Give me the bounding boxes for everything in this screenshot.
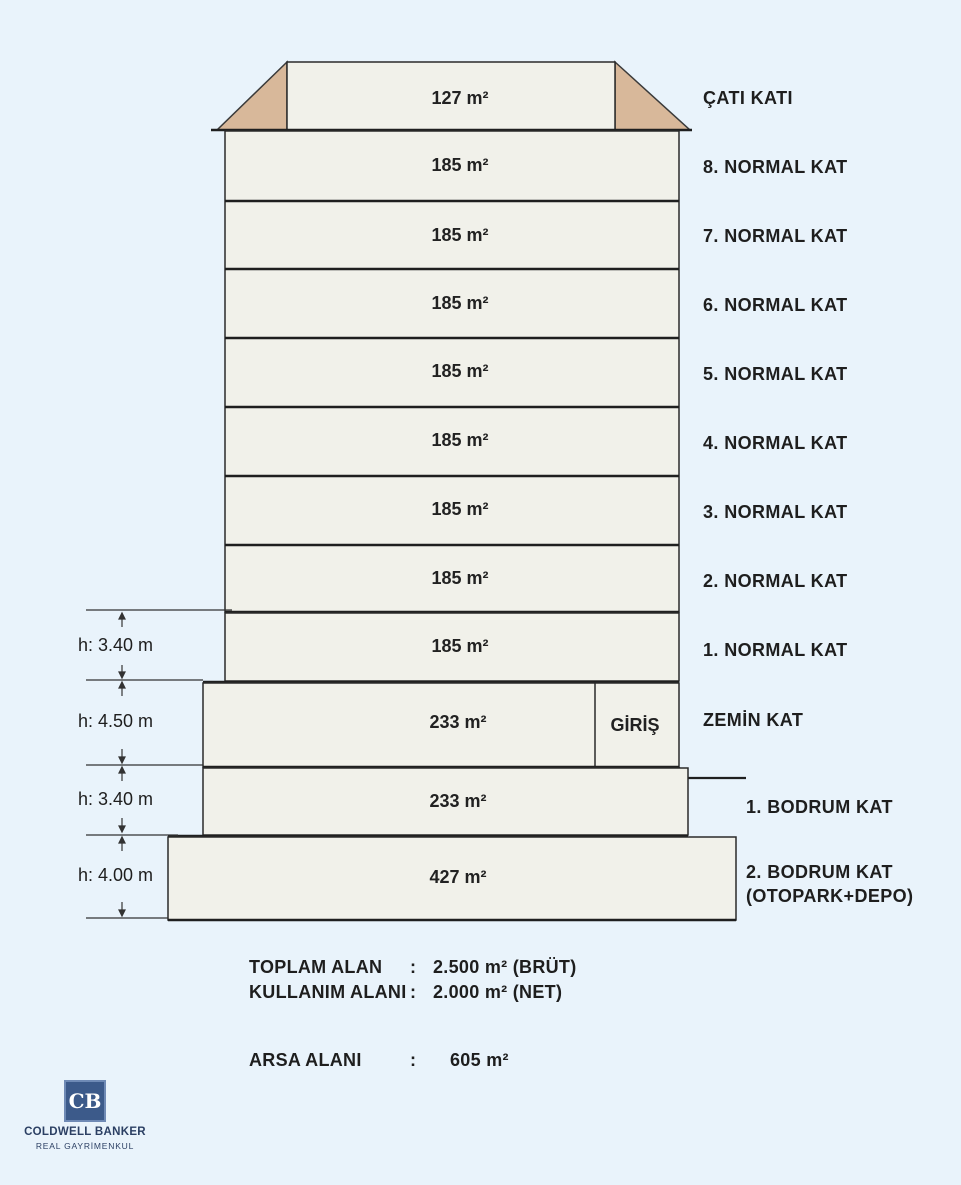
floor-area-normal-3: 185 m² (431, 498, 489, 519)
summary-land-value: 605 m² (450, 1050, 509, 1070)
floor-area-ground: 233 m² (429, 711, 487, 732)
basement-2-floor (168, 837, 913, 920)
floor-label-normal-8: 8. NORMAL KAT (703, 156, 848, 177)
floor-area-normal-8: 185 m² (431, 154, 489, 175)
floor-label-basement-1: 1. BODRUM KAT (746, 796, 893, 817)
entrance-label: GİRİŞ (610, 714, 660, 735)
height-label-ground: h: 4.50 m (78, 710, 154, 731)
floor-label-ground: ZEMİN KAT (703, 709, 804, 730)
summary-usage-value: 2.000 m² (NET) (433, 982, 563, 1002)
height-label-basement-2: h: 4.00 m (78, 864, 154, 885)
floor-label-normal-1: 1. NORMAL KAT (703, 639, 848, 660)
floor-area-basement-1: 233 m² (429, 790, 487, 811)
floor-area-normal-7: 185 m² (431, 224, 489, 245)
ground-step-line (679, 767, 746, 778)
summary-land-sep: : (410, 1050, 417, 1070)
roof-slope-left (217, 62, 287, 130)
floor-label-normal-7: 7. NORMAL KAT (703, 225, 848, 246)
brand-name: COLDWELL BANKER (24, 1126, 146, 1138)
normal-floors (203, 131, 848, 682)
summary-total-value: 2.500 m² (BRÜT) (433, 957, 577, 977)
height-label-normal-1: h: 3.40 m (78, 634, 154, 655)
floor-label-normal-4: 4. NORMAL KAT (703, 432, 848, 453)
brand-monogram: CB (68, 1089, 102, 1113)
floor-area-normal-1: 185 m² (431, 635, 489, 656)
floor-label-normal-3: 3. NORMAL KAT (703, 501, 848, 522)
summary-total-sep: : (410, 957, 417, 977)
floor-label-normal-2: 2. NORMAL KAT (703, 570, 848, 591)
floor-area-normal-6: 185 m² (431, 292, 489, 313)
floor-label-normal-6: 6. NORMAL KAT (703, 294, 848, 315)
basement-1-floor (168, 768, 893, 836)
brand-subtitle: REAL GAYRİMENKUL (35, 1141, 135, 1151)
floor-label-basement-2-sub: (OTOPARK+DEPO) (746, 885, 914, 906)
brand-monogram-icon (64, 1080, 106, 1122)
roof-floor (211, 62, 793, 130)
floor-area-roof: 127 m² (431, 87, 489, 108)
floor-area-basement-2: 427 m² (429, 866, 487, 887)
floor-label-roof: ÇATI KATI (703, 87, 793, 108)
floor-label-basement-2: 2. BODRUM KAT (746, 861, 893, 882)
brand-logo (18, 1080, 152, 1151)
floor-area-normal-5: 185 m² (431, 360, 489, 381)
height-label-basement-1: h: 3.40 m (78, 788, 154, 809)
summary-usage-sep: : (410, 982, 417, 1002)
roof-slope-right (615, 62, 690, 130)
floor-area-normal-2: 185 m² (431, 567, 489, 588)
ground-floor (203, 683, 803, 778)
floor-label-normal-5: 5. NORMAL KAT (703, 363, 848, 384)
floor-area-normal-4: 185 m² (431, 429, 489, 450)
summary-land-label: ARSA ALANI (249, 1050, 362, 1070)
summary-total-label: TOPLAM ALAN (249, 957, 383, 977)
summary-usage-label: KULLANIM ALANI (249, 982, 407, 1002)
